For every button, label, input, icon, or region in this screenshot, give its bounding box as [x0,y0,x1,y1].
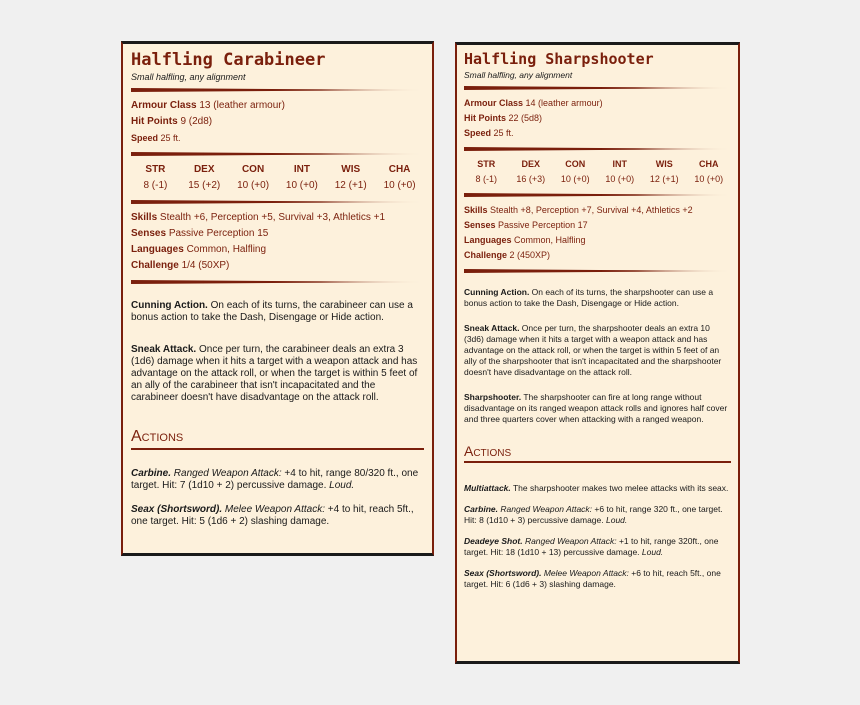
trait-sneak-attack: Sneak Attack. Once per turn, the carabineer deals an extra 3 (1d6) damage when it hits a target with a weapon attack and has advantage on the attack roll, or when the target is within 5 feet of an ally of the carabineer that isn't incapacitated and the carabineer doesn't have disadvantage on the attack roll. [131,344,418,403]
creature-subtitle: Small halfling, any alignment [131,72,246,82]
actions-heading: Actions [464,443,731,463]
action-carbine: Carbine. Ranged Weapon Attack: +4 to hit, range 80/320 ft., one target. Hit: 7 (1d10 + 2) percussive damage. Loud. [131,468,419,491]
ability-dex: DEX 15 (+2) [188,164,221,191]
ability-scores [131,162,424,194]
trait-sharpshooter: Sharpshooter. The sharpshooter can fire at long range without disadvantage on its ranged weapon attack rolls and ignores half cover and three quarters cover when attacking with a ranged weapon. [464,392,728,424]
ability-str: STR 8 (-1) [143,164,168,191]
divider [131,88,424,92]
action-seax: Seax (Shortsword). Melee Weapon Attack: +4 to hit, reach 5ft., one target. Hit: 5 (1d6 + 2) slashing damage. [131,504,414,527]
ability-cha: CHA 10 (+0) [383,164,416,191]
actions-heading: Actions [131,428,424,450]
ability-dex: DEX 16 (+3) [516,159,546,184]
divider [464,193,731,197]
skills: Skills Stealth +6, Perception +5, Survival +3, Athletics +1 [131,212,386,223]
action-deadeye-shot: Deadeye Shot. Ranged Weapon Attack: +1 to hit, range 320ft., one target. Hit: 18 (1d10 + 13) percussive damage. Loud. [464,536,719,557]
creature-subtitle: Small halfling, any alignment [464,70,573,80]
skills: Skills Stealth +8, Perception +7, Survival +4, Athletics +2 [464,205,693,215]
stat-block-carabineer [121,41,434,556]
armour-class: Armour Class 13 (leather armour) [131,100,285,111]
trait-cunning-action: Cunning Action. On each of its turns, the carabineer can use a bonus action to take the Dash, Disengage or Hide action. [131,300,413,323]
stat-block-sharpshooter [455,42,740,664]
divider [464,269,731,273]
speed: Speed 25 ft. [131,133,181,143]
languages: Languages Common, Halfling [131,244,267,255]
armour-class: Armour Class 14 (leather armour) [464,98,603,108]
hit-points: Hit Points 9 (2d8) [131,116,213,127]
ability-int: INT 10 (+0) [605,159,635,184]
ability-cha: CHA 10 (+0) [694,159,724,184]
ability-con: CON 10 (+0) [560,159,590,184]
senses: Senses Passive Perception 15 [131,228,269,239]
trait-sneak-attack: Sneak Attack. Once per turn, the sharpshooter deals an extra 10 (3d6) damage when it hits a target with a weapon attack and has advantage on the attack roll, or when the target is within 5 feet of an ally of the sharpshooter that isn't incapacitated and the sharpshooter doesn't have disadvantage on the attack roll. [464,323,722,377]
divider [131,152,424,156]
trait-cunning-action: Cunning Action. On each of its turns, the sharpshooter can use a bonus action to take the Dash, Disengage or Hide action. [464,287,714,308]
ability-str: STR 8 (-1) [475,159,497,184]
ability-int: INT 10 (+0) [285,164,318,191]
creature-name: Halfling Carabineer [131,50,326,70]
divider [131,200,424,204]
divider [464,147,731,151]
ability-con: CON 10 (+0) [237,164,270,191]
creature-name: Halfling Sharpshooter [464,50,654,68]
senses: Senses Passive Perception 17 [464,220,588,230]
divider [464,86,731,90]
languages: Languages Common, Halfling [464,235,586,245]
ability-wis: WIS 12 (+1) [649,159,679,184]
action-seax: Seax (Shortsword). Melee Weapon Attack: +6 to hit, reach 5ft., one target. Hit: 6 (1d6 + 3) slashing damage. [464,568,721,589]
ability-scores [464,157,731,187]
hit-points: Hit Points 22 (5d8) [464,113,543,123]
challenge: Challenge 1/4 (50XP) [131,260,230,271]
action-carbine: Carbine. Ranged Weapon Attack: +6 to hit, range 320 ft., one target. Hit: 8 (1d10 + 3) percussive damage. Loud. [464,504,723,525]
divider [131,280,424,284]
challenge: Challenge 2 (450XP) [464,250,551,260]
action-multiattack: Multiattack. The sharpshooter makes two melee attacks with its seax. [464,483,729,493]
ability-wis: WIS 12 (+1) [334,164,367,191]
speed: Speed 25 ft. [464,128,514,138]
